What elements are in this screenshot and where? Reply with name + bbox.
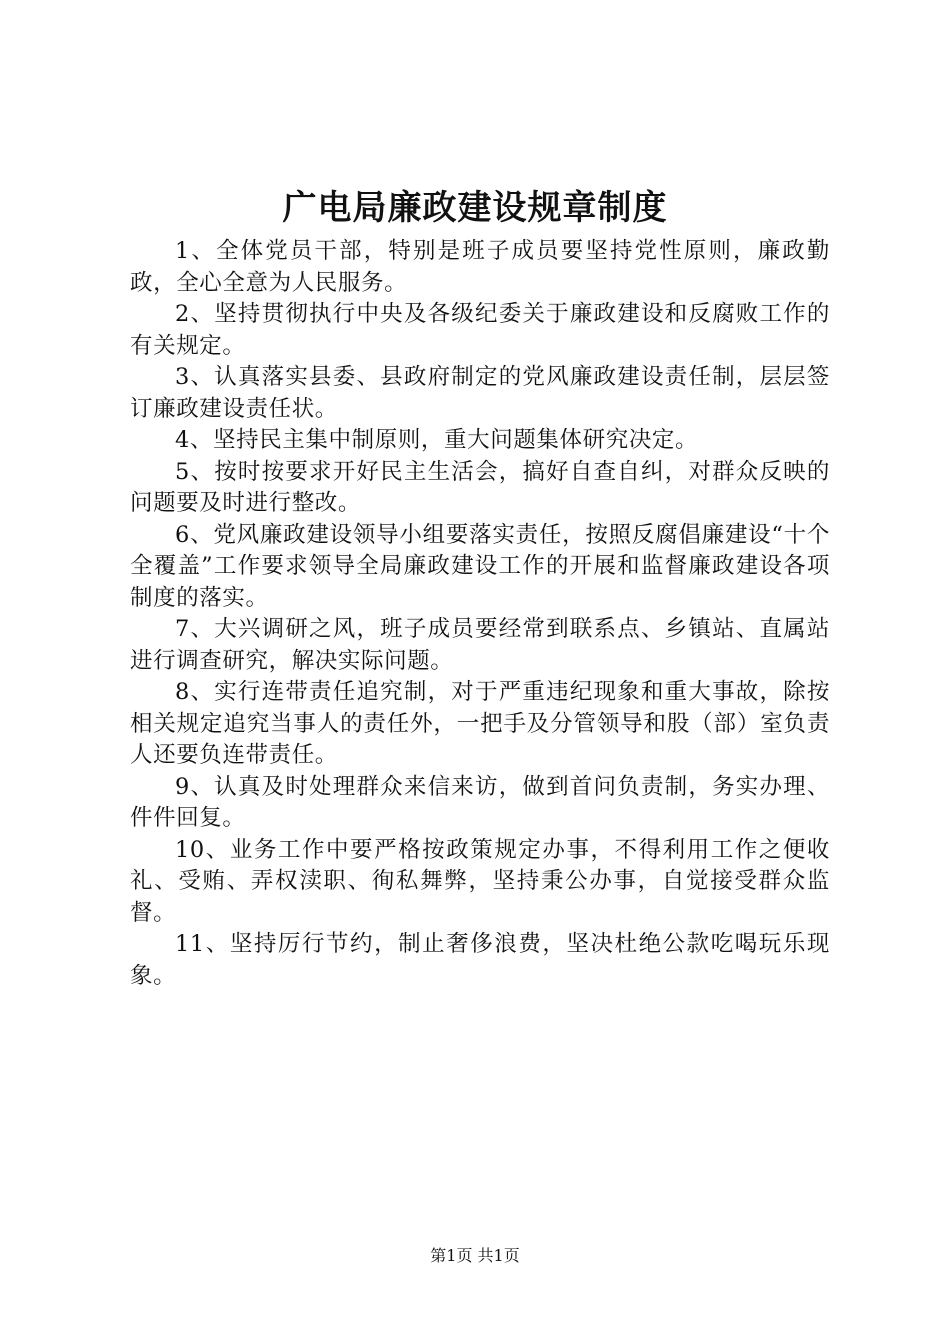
paragraph-7: 7、大兴调研之风，班子成员要经常到联系点、乡镇站、直属站进行调查研究，解决实际问题。 <box>130 616 830 674</box>
document-title: 广电局廉政建设规章制度 <box>282 188 668 228</box>
paragraph-2: 2、坚持贯彻执行中央及各级纪委关于廉政建设和反腐败工作的有关规定。 <box>130 301 830 359</box>
paragraph-11: 11、坚持厉行节约，制止奢侈浪费，坚决杜绝公款吃喝玩乐现象。 <box>130 931 830 989</box>
paragraph-3: 3、认真落实县委、县政府制定的党风廉政建设责任制，层层签订廉政建设责任状。 <box>130 364 830 422</box>
document-body <box>130 236 830 992</box>
paragraph-10: 10、业务工作中要严格按政策规定办事，不得利用工作之便收礼、受贿、弄权渎职、徇私舞弊，坚持秉公办事，自觉接受群众监督。 <box>130 836 830 926</box>
paragraph-8: 8、实行连带责任追究制，对于严重违纪现象和重大事故，除按相关规定追究当事人的责任外，一把手及分管领导和股（部）室负责人还要负连带责任。 <box>130 679 830 768</box>
page-number-footer: 第1页 共1页 <box>430 1246 520 1265</box>
paragraph-4: 4、坚持民主集中制原则，重大问题集体研究决定。 <box>175 427 699 453</box>
paragraph-5: 5、按时按要求开好民主生活会，搞好自查自纠，对群众反映的问题要及时进行整改。 <box>130 458 830 516</box>
paragraph-1: 1、全体党员干部，特别是班子成员要坚持党性原则，廉政勤政，全心全意为人民服务。 <box>130 238 830 296</box>
paragraph-6: 6、党风廉政建设领导小组要落实责任，按照反腐倡廉建设“十个全覆盖”工作要求领导全局廉政建设工作的开展和监督廉政建设各项制度的落实。 <box>130 521 830 611</box>
paragraph-9: 9、认真及时处理群众来信来访，做到首问负责制，务实办理、件件回复。 <box>130 773 830 831</box>
